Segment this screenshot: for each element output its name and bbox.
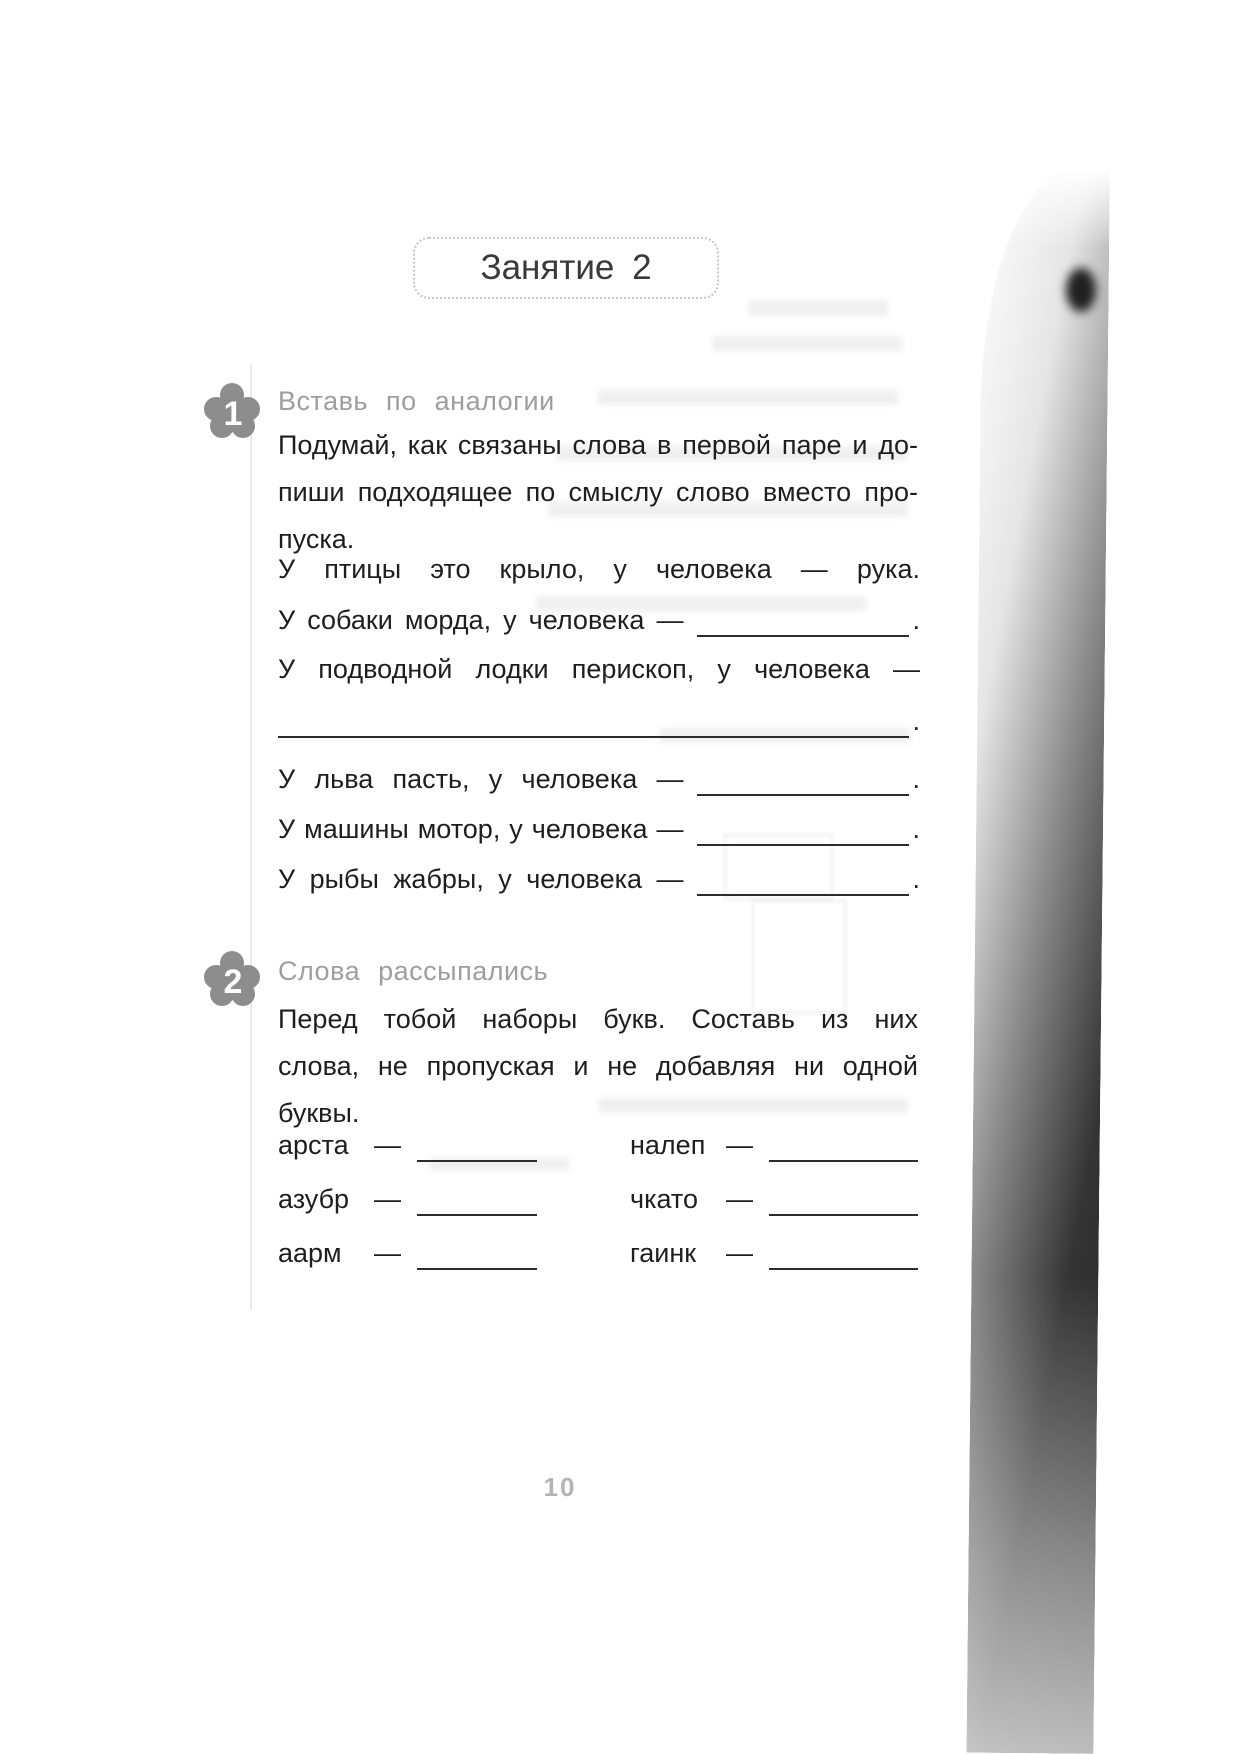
scrambled-word: аарм: [278, 1238, 342, 1268]
exercise-2-flower-icon: [203, 950, 261, 1008]
scrambled-word: арста: [278, 1130, 349, 1160]
instruction-line: пиши подходящее по смыслу слово вместо про-: [278, 477, 918, 507]
lesson-title-box: [413, 237, 719, 299]
analogy-row: [278, 652, 920, 686]
exercise-2-instructions: [278, 996, 918, 1137]
scrambled-word: азубр: [278, 1184, 350, 1214]
word-pair-cell: [630, 1236, 918, 1270]
book-gutter-shadow: [966, 167, 1110, 1754]
scrambled-word: чкато: [630, 1184, 698, 1214]
word-pair-row: [278, 1182, 918, 1216]
dash: —: [726, 1184, 753, 1214]
instruction-line: Перед тобой наборы букв. Составь из них: [278, 1004, 918, 1034]
period: .: [912, 864, 920, 894]
word-pair-cell: [278, 1182, 608, 1216]
dash: —: [374, 1238, 401, 1268]
period: .: [912, 764, 920, 794]
period: .: [912, 605, 920, 635]
answer-blank: [417, 1133, 537, 1162]
analogy-row: [278, 762, 920, 796]
period: .: [912, 814, 920, 844]
bleed-through-line-artifact: [250, 365, 252, 1310]
answer-blank: [278, 709, 909, 738]
analogy-row: [278, 812, 920, 846]
bleed-through-artifact: [712, 336, 902, 351]
answer-blank: [769, 1133, 918, 1162]
dash: —: [726, 1238, 753, 1268]
analogy-text: У птицы это крыло, у человека — рука.: [278, 554, 920, 584]
answer-blank: [417, 1241, 537, 1270]
dash: —: [374, 1130, 401, 1160]
instruction-line: слова, не пропуская и не добавляя ни одной: [278, 1051, 918, 1081]
exercise-2-number: 2: [223, 963, 243, 1001]
analogy-row: [278, 552, 920, 586]
exercise-1-flower-icon: [203, 382, 261, 440]
word-pair-cell: [630, 1128, 918, 1162]
answer-blank: [697, 867, 909, 896]
analogy-text: У подводной лодки перископ, у человека —: [278, 654, 920, 684]
dash: —: [374, 1184, 401, 1214]
lesson-title: Занятие 2: [480, 248, 652, 287]
answer-blank: [697, 608, 909, 637]
page-number: 10: [543, 1472, 577, 1502]
exercise-1-instructions: [278, 422, 918, 563]
analogy-row: [278, 862, 920, 896]
instruction-line: буквы.: [278, 1098, 360, 1128]
exercise-1-number: 1: [223, 395, 243, 433]
exercise-1-heading: Вставь по аналогии: [278, 386, 555, 416]
book-gutter-shadow-notch: [1066, 268, 1096, 312]
exercise-2-heading: Слова рассыпались: [278, 956, 549, 986]
scrambled-word: гаинк: [630, 1238, 697, 1268]
analogy-row: [278, 603, 920, 637]
answer-blank: [697, 817, 909, 846]
word-pair-cell: [278, 1236, 608, 1270]
bleed-through-artifact: [748, 300, 888, 316]
analogy-row-blank-line: [278, 704, 920, 738]
answer-blank: [697, 767, 909, 796]
instruction-line: пуска.: [278, 524, 355, 554]
word-pair-cell: [278, 1128, 608, 1162]
analogy-text: У рыбы жабры, у человека —: [278, 864, 684, 894]
word-pair-row: [278, 1236, 918, 1270]
analogy-text: У льва пасть, у человека —: [278, 764, 684, 794]
instruction-line: Подумай, как связаны слова в первой паре и до-: [278, 430, 918, 460]
analogy-text: У машины мотор, у человека —: [278, 814, 684, 844]
answer-blank: [769, 1241, 918, 1270]
scrambled-word: налеп: [630, 1130, 706, 1160]
answer-blank: [417, 1187, 537, 1216]
dash: —: [726, 1130, 753, 1160]
word-pair-cell: [630, 1182, 918, 1216]
answer-blank: [769, 1187, 918, 1216]
analogy-text: У собаки морда, у человека —: [278, 605, 684, 635]
period: .: [912, 706, 920, 736]
word-pair-row: [278, 1128, 918, 1162]
